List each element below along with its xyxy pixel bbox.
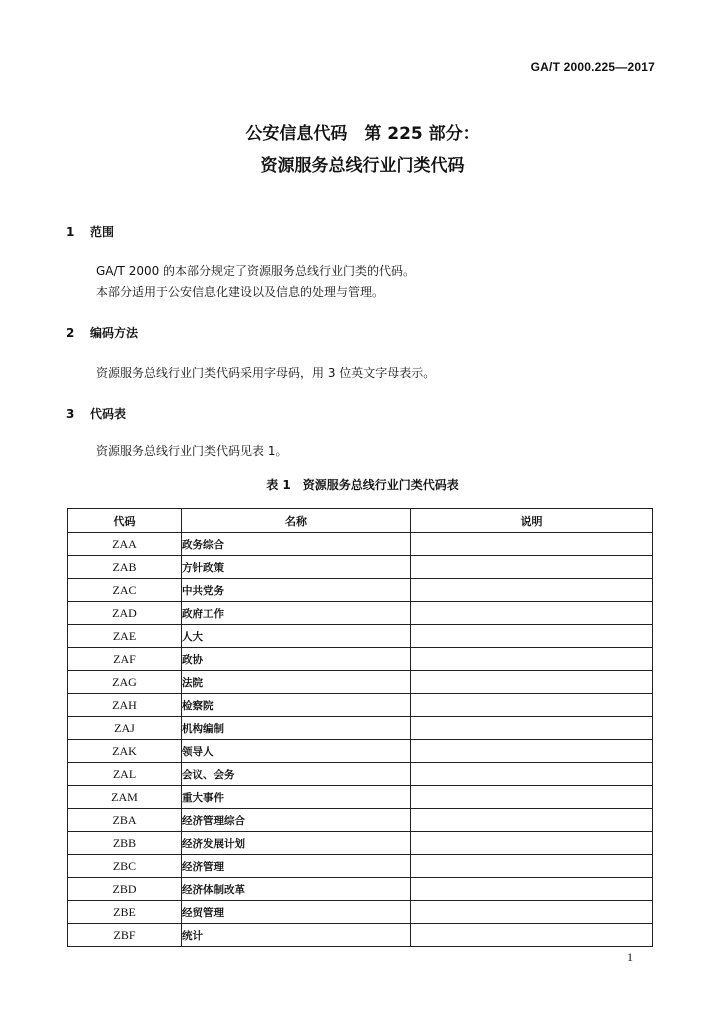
table-row (68, 556, 653, 579)
code-cell: ZAM (68, 786, 182, 809)
section-heading-codes (66, 405, 126, 422)
note-cell (411, 602, 653, 625)
name-cell: 政务综合 (182, 533, 411, 556)
section-heading-scope (66, 223, 114, 240)
note-cell (411, 832, 653, 855)
code-cell: ZAL (68, 763, 182, 786)
code-table (67, 508, 653, 947)
table-row (68, 832, 653, 855)
table-row (68, 625, 653, 648)
table-row (68, 878, 653, 901)
name-cell: 检察院 (182, 694, 411, 717)
name-cell: 人大 (182, 625, 411, 648)
name-cell: 统计 (182, 924, 411, 947)
table-row (68, 602, 653, 625)
section-number: 2 (66, 326, 75, 340)
note-cell (411, 786, 653, 809)
standard-code: GA/T 2000.225—2017 (530, 60, 655, 74)
code-cell: ZAJ (68, 717, 182, 740)
name-cell: 经济管理综合 (182, 809, 411, 832)
section-heading-method (66, 324, 138, 341)
table-header-row (68, 509, 653, 533)
code-cell: ZAD (68, 602, 182, 625)
method-paragraph: 资源服务总线行业门类代码采用字母码，用 3 位英文字母表示。 (96, 366, 436, 380)
name-cell: 机构编制 (182, 717, 411, 740)
name-cell: 法院 (182, 671, 411, 694)
name-cell: 经贸管理 (182, 901, 411, 924)
table-row (68, 901, 653, 924)
name-cell: 中共党务 (182, 579, 411, 602)
note-cell (411, 625, 653, 648)
code-cell: ZBB (68, 832, 182, 855)
note-cell (411, 855, 653, 878)
table-row (68, 924, 653, 947)
note-cell (411, 740, 653, 763)
header-code: 代码 (68, 509, 182, 533)
table-row (68, 579, 653, 602)
code-cell: ZBC (68, 855, 182, 878)
section-number: 1 (66, 225, 75, 239)
name-cell: 领导人 (182, 740, 411, 763)
code-cell: ZAA (68, 533, 182, 556)
name-cell: 方针政策 (182, 556, 411, 579)
table-row (68, 648, 653, 671)
name-cell: 政协 (182, 648, 411, 671)
page-number: 1 (627, 950, 633, 964)
table-row (68, 855, 653, 878)
note-cell (411, 878, 653, 901)
note-cell (411, 694, 653, 717)
code-cell: ZAC (68, 579, 182, 602)
note-cell (411, 533, 653, 556)
code-cell: ZBD (68, 878, 182, 901)
table-row (68, 763, 653, 786)
note-cell (411, 648, 653, 671)
code-cell: ZAF (68, 648, 182, 671)
table-row (68, 717, 653, 740)
section-title: 代码表 (90, 407, 127, 421)
code-cell: ZAK (68, 740, 182, 763)
note-cell (411, 809, 653, 832)
note-cell (411, 579, 653, 602)
name-cell: 经济发展计划 (182, 832, 411, 855)
table-row (68, 671, 653, 694)
code-cell: ZBF (68, 924, 182, 947)
table-row (68, 533, 653, 556)
scope-paragraph-1: GA/T 2000 的本部分规定了资源服务总线行业门类的代码。 (96, 264, 416, 278)
section-title: 范围 (90, 225, 115, 239)
header-name: 名称 (182, 509, 411, 533)
note-cell (411, 924, 653, 947)
code-cell: ZAB (68, 556, 182, 579)
section-title: 编码方法 (90, 326, 139, 340)
note-cell (411, 717, 653, 740)
code-cell: ZAG (68, 671, 182, 694)
document-title-line2: 资源服务总线行业门类代码 (260, 156, 465, 176)
table-row (68, 809, 653, 832)
code-cell: ZBE (68, 901, 182, 924)
table-row (68, 694, 653, 717)
name-cell: 经济管理 (182, 855, 411, 878)
note-cell (411, 763, 653, 786)
name-cell: 会议、会务 (182, 763, 411, 786)
document-title-line1: 公安信息代码 第 225 部分： (245, 124, 480, 144)
scope-paragraph-2: 本部分适用于公安信息化建设以及信息的处理与管理。 (96, 285, 385, 299)
section-number: 3 (66, 407, 75, 421)
codes-paragraph: 资源服务总线行业门类代码见表 1。 (96, 444, 288, 458)
table-row (68, 740, 653, 763)
table-row (68, 786, 653, 809)
header-note: 说明 (411, 509, 653, 533)
code-cell: ZAH (68, 694, 182, 717)
table-caption: 表 1 资源服务总线行业门类代码表 (266, 478, 459, 492)
code-cell: ZBA (68, 809, 182, 832)
code-cell: ZAE (68, 625, 182, 648)
note-cell (411, 671, 653, 694)
note-cell (411, 556, 653, 579)
name-cell: 政府工作 (182, 602, 411, 625)
note-cell (411, 901, 653, 924)
name-cell: 经济体制改革 (182, 878, 411, 901)
name-cell: 重大事件 (182, 786, 411, 809)
